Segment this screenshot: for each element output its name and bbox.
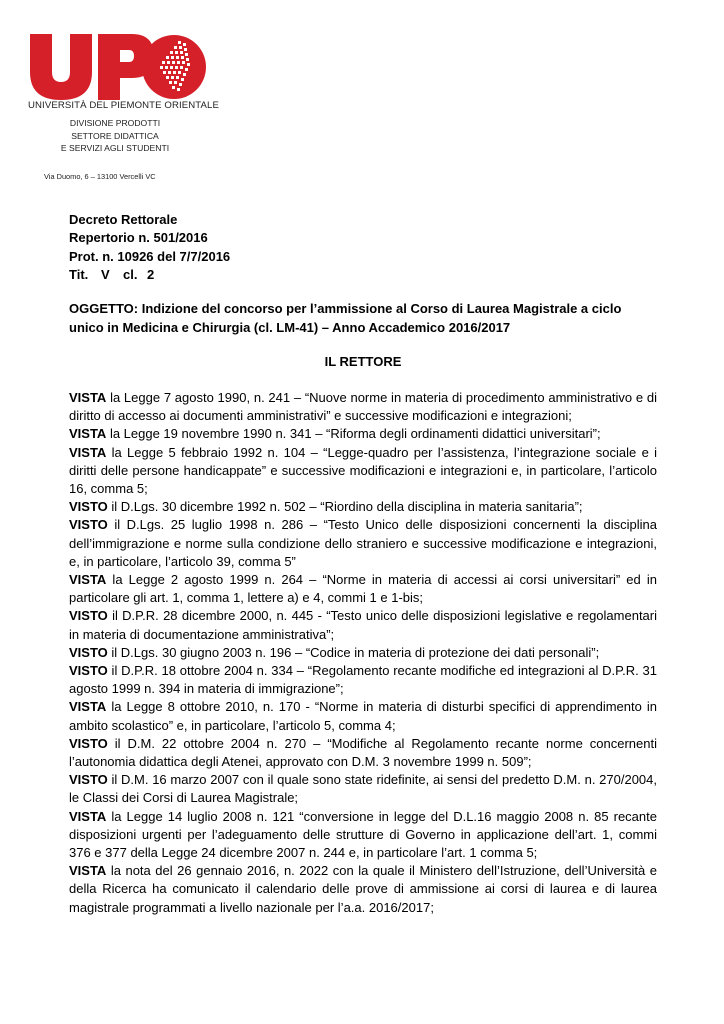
tit-value: V (101, 266, 110, 282)
consideration-paragraph (69, 607, 657, 643)
consideration-text: la Legge 5 febbraio 1992 n. 104 – “Legge-quadro per l’assistenza, l’integrazione sociale e i diritti delle persone handicappate” e successive modificazioni e integrazioni e, in particolare, l’articolo 16, comma 5; (69, 444, 657, 497)
consideration-text: la Legge 2 agosto 1999 n. 264 – “Norme in materia di accessi ai corsi universitari” ed in particolare gli art. 1, comma 1, lettere a) e 4, commi 1 e 1-bis; (69, 572, 657, 606)
decree-classification (69, 266, 230, 284)
consideration-text: la nota del 26 gennaio 2016, n. 2022 con la quale il Ministero dell’Istruzione, dell’Università e della Ricerca ha comunicato il calendario delle prove di ammissione ai corsi di laurea e di laurea magistrale programmati a livello nazionale per l’a.a. 2016/2017; (69, 863, 657, 915)
tit-label: Tit. (69, 266, 89, 282)
decree-type: Decreto Rettorale (69, 212, 178, 227)
consideration-text: la Legge 14 luglio 2008 n. 121 “conversione in legge del D.L.16 maggio 2008 n. 85 recante disposizioni urgenti per l’adeguamento delle strutture di Governo in applicazione dell’art. 1, commi 376 e 377 della Legge 24 dicembre 2007 n. 244 e, in particolare l’art. 1 comma 5; (69, 808, 657, 861)
consideration-text: il D.Lgs. 30 dicembre 1992 n. 502 – “Riordino della disciplina in materia sanitaria”; (107, 499, 583, 515)
logo-letter-o (142, 35, 206, 99)
consideration-paragraph (69, 644, 657, 662)
consideration-keyword: VISTO (69, 663, 108, 679)
address: Via Duomo, 6 – 13100 Vercelli VC (44, 172, 156, 181)
consideration-keyword: VISTA (69, 572, 107, 588)
decree-protocol: Prot. n. 10926 del 7/7/2016 (69, 248, 231, 264)
consideration-keyword: VISTA (69, 808, 107, 824)
consideration-keyword: VISTO (69, 644, 108, 660)
consideration-paragraph (69, 862, 657, 917)
consideration-text: la Legge 19 novembre 1990 n. 341 – “Riforma degli ordinamenti didattici universitari”; (106, 426, 601, 442)
decree-header (69, 211, 230, 284)
consideration-keyword: VISTA (69, 444, 107, 460)
logo-letter-u (30, 34, 92, 100)
consideration-paragraph (69, 571, 657, 607)
consideration-paragraph (69, 771, 657, 807)
subject: OGGETTO: Indizione del concorso per l’ammissione al Corso di Laurea Magistrale a ciclo unico in Medicina e Chirurgia (cl. LM-41) – Anno Accademico 2016/2017 (69, 301, 622, 335)
consideration-paragraph (69, 444, 657, 499)
decree-repertorio: Repertorio n. 501/2016 (69, 230, 208, 246)
consideration-keyword: VISTA (69, 426, 107, 442)
consideration-text: il D.P.R. 18 ottobre 2004 n. 334 – “Regolamento recante modifiche ed integrazioni al D.P.R. 31 agosto 1999 n. 394 in materia di immigrazione”; (69, 663, 657, 697)
consideration-text: il D.M. 16 marzo 2007 con il quale sono state ridefinite, ai sensi del predetto D.M. n. 270/2004, le Classi dei Corsi di Laurea Magistrale; (69, 772, 657, 806)
cl-value: 2 (147, 266, 155, 282)
considerations-list (69, 389, 657, 917)
consideration-keyword: VISTO (69, 735, 108, 751)
consideration-keyword: VISTO (69, 499, 108, 515)
consideration-paragraph (69, 808, 657, 863)
consideration-paragraph (69, 698, 657, 734)
consideration-text: la Legge 7 agosto 1990, n. 241 – “Nuove norme in materia di procedimento amministrativo e di diritto di accesso ai documenti amministrativi” e successive modificazioni e integrazioni; (69, 390, 657, 424)
upo-logo (28, 30, 208, 102)
consideration-keyword: VISTA (69, 390, 107, 405)
consideration-text: il D.M. 22 ottobre 2004 n. 270 – “Modifiche al Regolamento recante norme concernenti l’autonomia didattica degli Atenei, approvato con D.M. 3 novembre 1999 n. 509”; (69, 735, 657, 770)
cl-label: cl. (123, 266, 138, 282)
consideration-paragraph (69, 498, 657, 516)
consideration-text: il D.P.R. 28 dicembre 2000, n. 445 - “Testo unico delle disposizioni legislative e regolamentari in materia di documentazione amministrativa”; (69, 608, 657, 642)
rector-heading: IL RETTORE (324, 354, 402, 369)
consideration-keyword: VISTO (69, 517, 108, 533)
division-line: DIVISIONE PRODOTTI (69, 118, 161, 128)
consideration-keyword: VISTA (69, 863, 107, 879)
consideration-paragraph (69, 425, 657, 443)
university-name: UNIVERSITÀ DEL PIEMONTE ORIENTALE (28, 100, 219, 111)
consideration-paragraph (69, 516, 657, 571)
division-block (40, 117, 190, 155)
consideration-text: il D.Lgs. 25 luglio 1998 n. 286 – “Testo Unico delle disposizioni concernenti la disciplina dell’immigrazione e norme sulla condizione dello straniero e successive modificazione e integrazioni, e, in particolare, l’articolo 39, comma 5” (69, 517, 657, 569)
division-line: E SERVIZI AGLI STUDENTI (60, 143, 170, 153)
consideration-keyword: VISTA (69, 699, 107, 715)
consideration-paragraph (69, 735, 657, 771)
consideration-paragraph (69, 389, 657, 425)
consideration-text: il D.Lgs. 30 giugno 2003 n. 196 – “Codice in materia di protezione dei dati personali”; (107, 644, 600, 660)
consideration-keyword: VISTO (69, 772, 108, 788)
consideration-keyword: VISTO (69, 608, 108, 624)
consideration-paragraph (69, 662, 657, 698)
consideration-text: la Legge 8 ottobre 2010, n. 170 - “Norme in materia di disturbi specifici di apprendimento in ambito scolastico” e, in particolare, l’articolo 5, comma 4; (69, 699, 657, 733)
division-line: SETTORE DIDATTICA (71, 130, 159, 141)
